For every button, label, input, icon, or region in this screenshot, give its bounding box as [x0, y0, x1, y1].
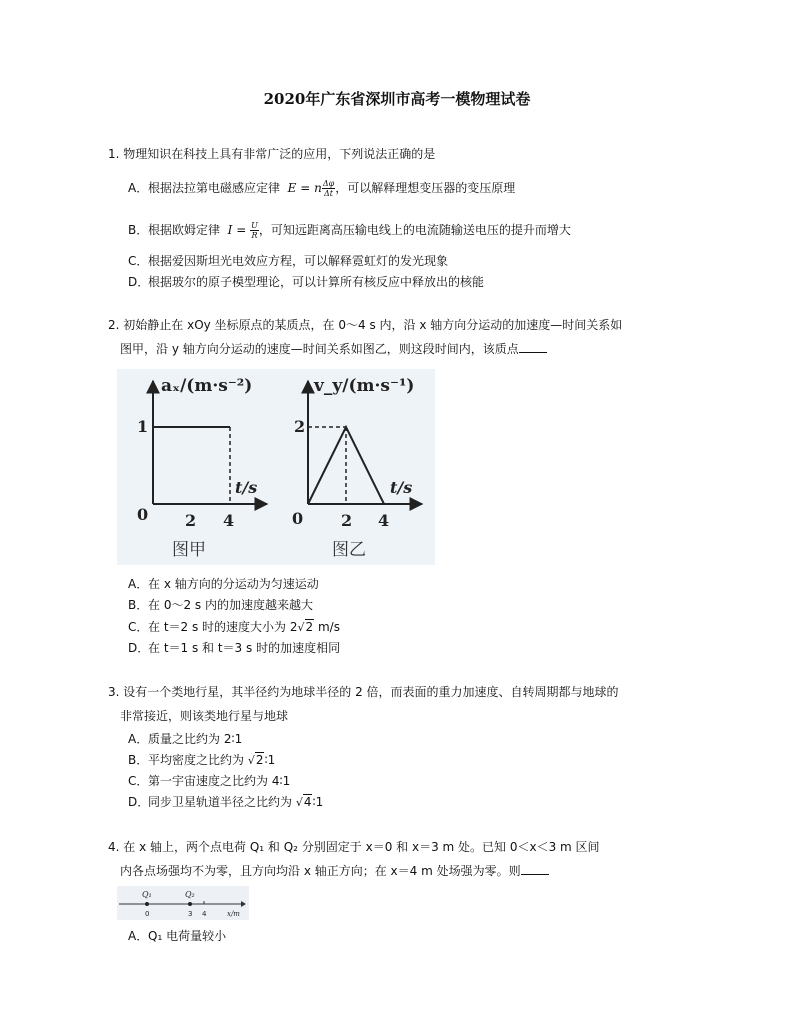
answer-blank: [521, 862, 549, 875]
fraction: $\frac{\Delta\varphi}{\Delta t}$: [322, 179, 335, 198]
q2-label: Q₂: [185, 890, 195, 899]
question-number: 1.: [108, 147, 120, 161]
option-1d: D．根据玻尔的原子模型理论，可以计算所有核反应中释放出的核能: [128, 275, 485, 289]
question-3: [108, 681, 708, 703]
question-2-line2: 图甲，沿 y 轴方向分运动的速度—时间关系如图乙，则这段时间内，该质点: [120, 338, 547, 360]
sqrt-radicand: 2: [305, 620, 314, 634]
option-4a: A．Q₁ 电荷量较小: [128, 929, 227, 943]
question-2: [108, 314, 708, 336]
axis-arrow: [241, 901, 246, 907]
right-y-tick: 2: [294, 417, 306, 436]
option-2c: C．在 t＝2 s 时的速度大小为 2√2 m/s: [128, 620, 340, 634]
question-number: 2.: [108, 318, 120, 332]
left-origin: 0: [137, 505, 149, 524]
option-2a: A．在 x 轴方向的分运动为匀速运动: [128, 577, 319, 591]
option-2d: D．在 t＝1 s 和 t＝3 s 时的加速度相同: [128, 641, 341, 655]
question-stem: 物理知识在科技上具有非常广泛的应用，下列说法正确的是: [123, 147, 436, 161]
question-stem: 初始静止在 xOy 坐标原点的某质点，在 0～4 s 内，沿 x 轴方向分运动的加速度—时间关系如: [123, 318, 623, 332]
formula: I =: [227, 223, 247, 237]
charge-axis-svg: [117, 886, 249, 920]
option-2b: B．在 0～2 s 内的加速度越来越大: [128, 598, 313, 612]
q1-label: Q₁: [142, 890, 152, 899]
left-x-label: t/s: [235, 478, 258, 497]
right-x-tick-2: 2: [341, 511, 353, 530]
tick-0-label: 0: [145, 910, 150, 918]
right-x-tick-4: 4: [378, 511, 390, 530]
q1-point: [145, 902, 149, 906]
question-stem: 在 x 轴上，两个点电荷 Q₁ 和 Q₂ 分别固定于 x＝0 和 x＝3 m 处。已知 0＜x＜3 m 区间: [123, 840, 600, 854]
unit-label: x/m: [227, 910, 240, 918]
question-number: 3.: [108, 685, 120, 699]
question-1: [108, 143, 435, 165]
tick-3-label: 3: [188, 910, 193, 918]
question-stem: 设有一个类地行星，其半径约为地球半径的 2 倍，而表面的重力加速度、自转周期都与地球的: [123, 685, 619, 699]
option-3a: A．质量之比约为 2∶1: [128, 732, 243, 746]
question-3-line2: 非常接近，则该类地行星与地球: [120, 709, 289, 723]
formula: E = n: [287, 181, 322, 195]
right-origin: 0: [292, 509, 304, 528]
motion-graphs-figure: [117, 369, 435, 565]
right-caption: 图乙: [332, 540, 366, 560]
left-y-label: aₓ/(m·s⁻²): [161, 376, 253, 396]
left-x-tick-4: 4: [223, 511, 235, 530]
right-y-label: v_y/(m·s⁻¹): [314, 376, 415, 396]
option-3c: C．第一宇宙速度之比约为 4∶1: [128, 774, 291, 788]
option-3d: D．同步卫星轨道半径之比约为 √4∶1: [128, 795, 324, 809]
option-3b: B．平均密度之比约为 √2∶1: [128, 753, 276, 767]
tick-4-label: 4: [202, 910, 207, 918]
sqrt-radicand: 2: [255, 753, 264, 767]
fraction: $\frac{U}{R}$: [251, 221, 258, 240]
right-x-label: t/s: [390, 478, 413, 497]
sqrt-radicand: 4: [303, 795, 312, 809]
option-1a: A．根据法拉第电磁感应定律 E = n $\frac{\Delta\varphi}{\Delta t}$ ，可以解释理想变压器的变压原理: [128, 179, 516, 198]
charge-axis-figure: [117, 886, 249, 920]
left-y-tick: 1: [137, 417, 149, 436]
left-caption: 图甲: [172, 540, 206, 560]
answer-blank: [519, 340, 547, 353]
question-4-line2: 内各点场强均不为零，且方向均沿 x 轴正方向；在 x＝4 m 处场强为零。则: [120, 860, 549, 882]
q2-point: [188, 902, 192, 906]
left-x-tick-2: 2: [185, 511, 197, 530]
question-4: [108, 836, 708, 858]
question-number: 4.: [108, 840, 120, 854]
option-1b: B．根据欧姆定律 I = $\frac{U}{R}$ ，可知远距离高压输电线上的电流随输送电压的提升而增大: [128, 221, 571, 240]
page-title: 2020年广东省深圳市高考一模物理试卷: [263, 90, 531, 108]
graphs-svg: [117, 369, 435, 565]
option-1c: C．根据爱因斯坦光电效应方程，可以解释霓虹灯的发光现象: [128, 254, 449, 268]
